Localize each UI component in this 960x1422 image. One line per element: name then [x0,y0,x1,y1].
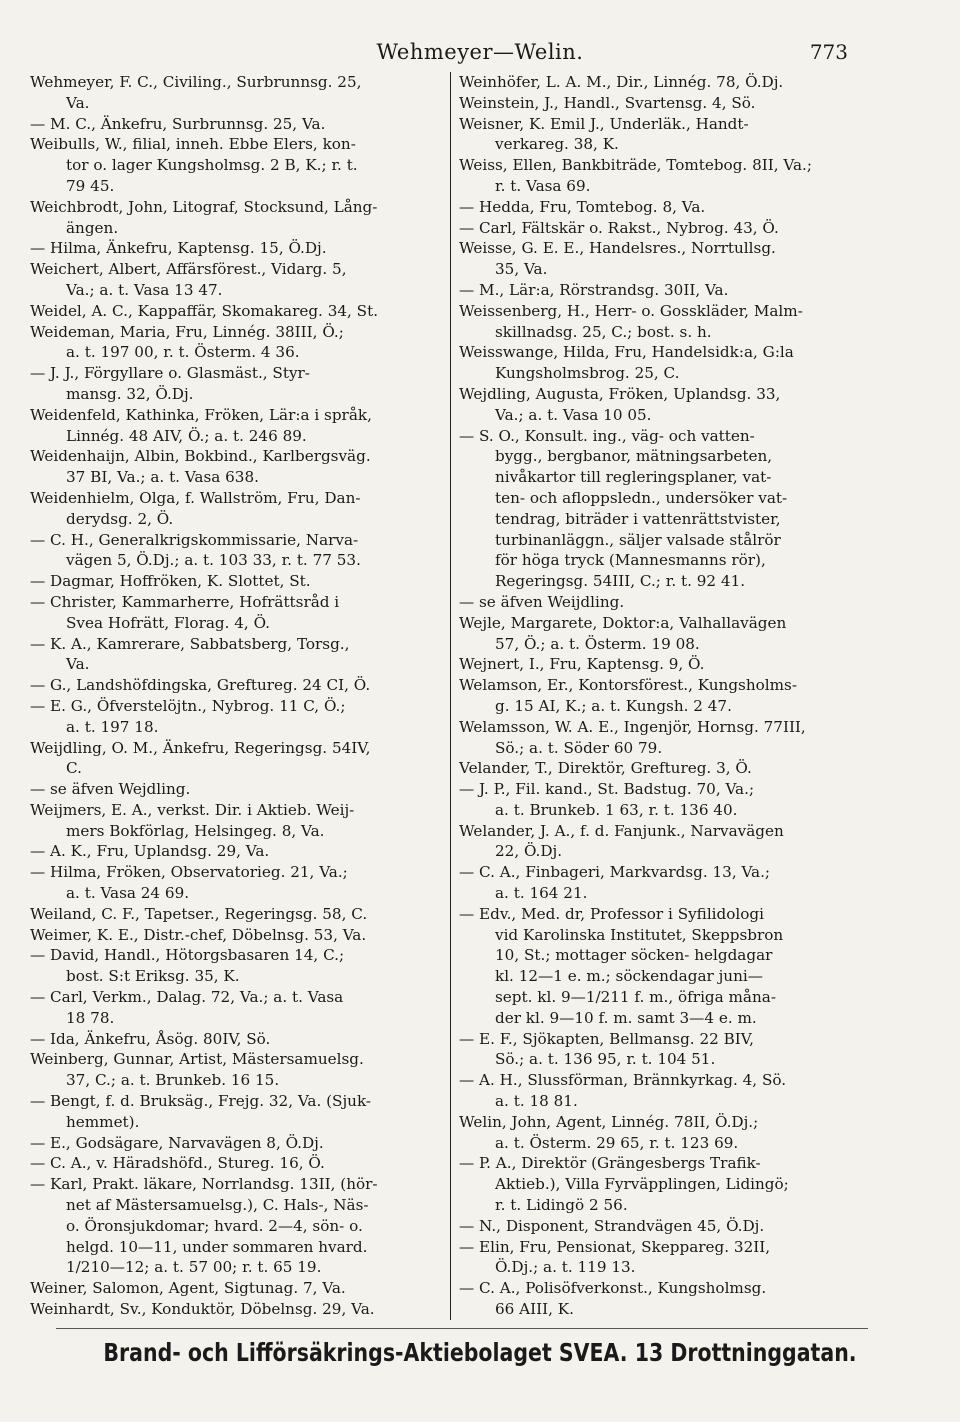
directory-entry-line: — Carl, Verkm., Dalag. 72, Va.; a. t. Vasa [30,988,344,1007]
directory-entry-line: — Hedda, Fru, Tomtebog. 8, Va. [459,197,706,216]
left-column [30,72,448,1320]
directory-entry-line: Weidenfeld, Kathinka, Fröken, Lär:a i språk, [30,405,372,424]
directory-entry-line: — Ida, Änkefru, Åsög. 80IV, Sö. [30,1029,271,1048]
directory-entry-line: 57, Ö.; a. t. Österm. 19 08. [495,634,700,653]
footer-advert: Brand- och Lifförsäkrings-Aktiebolaget SVEA. 13 Drottninggatan. [103,1338,857,1367]
directory-entry-line: vägen 5, Ö.Dj.; a. t. 103 33, r. t. 77 53. [66,551,361,570]
directory-entry-line: — se äfven Weijdling. [459,592,625,611]
directory-entry-line: Weisse, G. E. E., Handelsres., Norrtullsg. [459,239,776,258]
directory-entry-line: Svea Hofrätt, Florag. 4, Ö. [66,613,270,632]
directory-entry-line: — J. P., Fil. kand., St. Badstug. 70, Va.; [459,780,755,799]
directory-entry-line: — E., Godsägare, Narvavägen 8, Ö.Dj. [30,1133,324,1152]
page-number: 773 [809,40,848,64]
directory-entry-line: Wejdling, Augusta, Fröken, Uplandsg. 33, [459,384,781,403]
directory-entry-line: hemmet). [66,1112,140,1131]
directory-entry-line: Weidenhielm, Olga, f. Wallström, Fru, Dan- [30,488,361,507]
directory-entry-line: — se äfven Wejdling. [30,780,191,799]
directory-entry-line: Sö.; a. t. Söder 60 79. [495,738,663,757]
directory-entry-line: för höga tryck (Mannesmanns rör), [495,551,766,570]
directory-entry-line: Weidenhaijn, Albin, Bokbind., Karlbergsväg. [30,447,371,466]
directory-entry-line: Welamson, Er., Kontorsförest., Kungsholms- [459,676,797,695]
directory-entry-line: Weidel, A. C., Kappaffär, Skomakareg. 34, St. [30,301,379,320]
directory-entry-line: Va.; a. t. Vasa 10 05. [495,405,652,424]
directory-entry-line: Va.; a. t. Vasa 13 47. [66,280,223,299]
directory-entry-line: — Karl, Prakt. läkare, Norrlandsg. 13II, (hör- [30,1175,378,1194]
directory-entry-line: Weijdling, O. M., Änkefru, Regeringsg. 54IV, [30,738,371,757]
directory-entry-line: 35, Va. [495,260,548,279]
directory-entry-line: 79 45. [66,176,115,195]
directory-entry-line: Sö.; a. t. 136 95, r. t. 104 51. [495,1050,716,1069]
directory-entry-line: — N., Disponent, Strandvägen 45, Ö.Dj. [459,1216,765,1235]
directory-entry-line: vid Karolinska Institutet, Skeppsbron [495,925,784,944]
directory-entry-line: 10, St.; mottager söcken- helgdagar [495,946,773,965]
running-title: Wehmeyer—Welin. [376,40,584,64]
directory-entry-line: — G., Landshöfdingska, Greftureg. 24 CI, Ö. [30,676,371,695]
directory-entry-line: skillnadsg. 25, C.; bost. s. h. [495,322,712,341]
directory-entry-line: Kungsholmsbrog. 25, C. [495,364,680,383]
directory-entry-line: 22, Ö.Dj. [495,842,563,861]
directory-entry-line: o. Öronsjukdomar; hvard. 2—4, sön- o. [66,1216,363,1235]
directory-entry-line: a. t. 197 18. [66,717,159,736]
directory-entry-line: Weinstein, J., Handl., Svartensg. 4, Sö. [459,93,756,112]
directory-entry-line: — S. O., Konsult. ing., väg- och vatten- [459,426,755,445]
directory-entry-line: helgd. 10—11, under sommaren hvard. [66,1237,368,1256]
directory-entry-line: r. t. Vasa 69. [495,176,591,195]
directory-entry-line: Aktieb.), Villa Fyrväpplingen, Lidingö; [495,1175,789,1194]
directory-entry-line: — M., Lär:a, Rörstrandsg. 30II, Va. [459,280,729,299]
directory-entry-line: a. t. Vasa 24 69. [66,884,190,903]
directory-entry-line: — J. J., Förgyllare o. Glasmäst., Styr- [30,364,310,383]
directory-entry-line: g. 15 AI, K.; a. t. Kungsh. 2 47. [495,696,732,715]
directory-entry-line: Weimer, K. E., Distr.-chef, Döbelnsg. 53, Va. [30,925,367,944]
directory-entry-line: tendrag, biträder i vattenrättstvister, [495,509,781,528]
directory-entry-line: der kl. 9—10 f. m. samt 3—4 e. m. [495,1008,757,1027]
directory-entry-line: — A. H., Slussförman, Brännkyrkag. 4, Sö. [459,1071,787,1090]
directory-entry-line: a. t. 197 00, r. t. Österm. 4 36. [66,343,300,362]
directory-entry-line: derydsg. 2, Ö. [66,509,174,528]
directory-entry-line: Weinhardt, Sv., Konduktör, Döbelnsg. 29, Va. [30,1300,375,1319]
directory-entry-line: — Carl, Fältskär o. Rakst., Nybrog. 43, Ö. [459,218,779,237]
directory-entry-line: — C. A., Polisöfverkonst., Kungsholmsg. [459,1279,767,1298]
directory-entry-line: turbinanläggn., säljer valsade stålrör [495,530,781,549]
directory-entry-line: Weinberg, Gunnar, Artist, Mästersamuelsg. [30,1050,364,1069]
directory-entry-line: 66 AIII, K. [495,1300,574,1319]
directory-columns [30,72,890,1320]
directory-entry-line: Weissenberg, H., Herr- o. Gosskläder, Malm- [459,301,803,320]
directory-entry-line: — Christer, Kammarherre, Hofrättsråd i [30,592,340,611]
directory-entry-line: Wehmeyer, F. C., Civiling., Surbrunnsg. 25, [30,73,362,91]
footer-divider [56,1328,868,1329]
directory-entry-line: — C. H., Generalkrigskommissarie, Narva- [30,530,359,549]
directory-entry-line: Weichert, Albert, Affärsförest., Vidarg. 5, [30,260,347,279]
directory-entry-line: mers Bokförlag, Helsingeg. 8, Va. [66,821,325,840]
directory-entry-line: — David, Handl., Hötorgsbasaren 14, C.; [30,946,345,965]
directory-entry-line: nivåkartor till regleringsplaner, vat- [495,468,772,487]
directory-entry-line: ten- och afloppsledn., undersöker vat- [495,488,788,507]
directory-entry-line: — A. K., Fru, Uplandsg. 29, Va. [30,842,270,861]
directory-entry-line: — C. A., Finbageri, Markvardsg. 13, Va.; [459,863,771,882]
directory-entry-line: — Elin, Fru, Pensionat, Skeppareg. 32II, [459,1237,771,1256]
directory-entry-line: Weisner, K. Emil J., Underläk., Handt- [459,114,749,133]
directory-entry-line: Weinhöfer, L. A. M., Dir., Linnég. 78, Ö.Dj. [459,73,784,91]
directory-entry-line: — E. G., Öfverstelöjtn., Nybrog. 11 C, Ö.; [30,696,346,715]
directory-entry-line: Wejnert, I., Fru, Kaptensg. 9, Ö. [459,655,705,674]
directory-entry-line: bygg., bergbanor, mätningsarbeten, [495,447,773,466]
directory-entry-line: — Bengt, f. d. Bruksäg., Frejg. 32, Va. (Sjuk- [30,1092,372,1111]
directory-entry-line: Weichbrodt, John, Litograf, Stocksund, Lång- [30,197,378,216]
directory-entry-line: ängen. [66,218,119,237]
directory-entry-line: 37, C.; a. t. Brunkeb. 16 15. [66,1071,280,1090]
directory-entry-line: Welander, J. A., f. d. Fanjunk., Narvavägen [459,821,784,840]
directory-entry-line: bost. S:t Eriksg. 35, K. [66,967,240,986]
right-column [450,72,877,1320]
directory-entry-line: a. t. 18 81. [495,1092,578,1111]
directory-entry-line: a. t. 164 21. [495,884,588,903]
directory-entry-line: a. t. Brunkeb. 1 63, r. t. 136 40. [495,800,738,819]
directory-entry-line: r. t. Lidingö 2 56. [495,1196,628,1215]
directory-entry-line: Weiland, C. F., Tapetser., Regeringsg. 58, C. [30,904,368,923]
page-header [0,40,960,70]
directory-entry-line: — K. A., Kamrerare, Sabbatsberg, Torsg., [30,634,350,653]
directory-entry-line: mansg. 32, Ö.Dj. [66,384,194,403]
directory-entry-line: Regeringsg. 54III, C.; r. t. 92 41. [495,572,746,591]
directory-entry-line: kl. 12—1 e. m.; söckendagar juni— [495,967,763,986]
directory-entry-line: — Dagmar, Hoffröken, K. Slottet, St. [30,572,311,591]
directory-entry-line: net af Mästersamuelsg.), C. Hals-, Näs- [66,1196,369,1215]
directory-entry-line: verkareg. 38, K. [495,135,619,154]
directory-entry-line: Welin, John, Agent, Linnég. 78II, Ö.Dj.; [459,1112,759,1131]
directory-entry-line: tor o. lager Kungsholmsg. 2 B, K.; r. t. [66,156,358,175]
directory-entry-line: Weisswange, Hilda, Fru, Handelsidk:a, G:la [459,343,794,362]
directory-entry-line: Welamsson, W. A. E., Ingenjör, Hornsg. 77III, [459,717,806,736]
directory-entry-line: Va. [66,93,90,112]
directory-entry-line: Wejle, Margarete, Doktor:a, Valhallavägen [459,613,787,632]
directory-entry-line: Ö.Dj.; a. t. 119 13. [495,1258,636,1277]
directory-entry-line: — Hilma, Fröken, Observatorieg. 21, Va.; [30,863,348,882]
directory-entry-line: — C. A., v. Häradshöfd., Stureg. 16, Ö. [30,1154,325,1173]
directory-entry-line: Weideman, Maria, Fru, Linnég. 38III, Ö.; [30,322,344,341]
directory-entry-line: C. [66,759,82,778]
directory-entry-line: Weiner, Salomon, Agent, Sigtunag. 7, Va. [30,1279,346,1298]
directory-entry-line: Velander, T., Direktör, Greftureg. 3, Ö. [459,759,752,778]
directory-entry-line: Weibulls, W., filial, inneh. Ebbe Elers, kon- [30,135,356,154]
directory-entry-line: — P. A., Direktör (Grängesbergs Trafik- [459,1154,761,1173]
directory-entry-line: Weiss, Ellen, Bankbiträde, Tomtebog. 8II, Va.; [459,156,812,175]
directory-entry-line: Va. [66,655,90,674]
directory-entry-line: 18 78. [66,1008,115,1027]
directory-entry-line: — M. C., Änkefru, Surbrunnsg. 25, Va. [30,114,326,133]
directory-entry-line: a. t. Österm. 29 65, r. t. 123 69. [495,1133,739,1152]
directory-entry-line: sept. kl. 9—1/211 f. m., öfriga måna- [495,988,776,1007]
directory-entry-line: — E. F., Sjökapten, Bellmansg. 22 BIV, [459,1029,754,1048]
directory-entry-line: Weijmers, E. A., verkst. Dir. i Aktieb. Weij- [30,800,355,819]
directory-entry-line: Linnég. 48 AIV, Ö.; a. t. 246 89. [66,426,307,445]
directory-entry-line: — Edv., Med. dr, Professor i Syfilidologi [459,904,764,923]
directory-entry-line: 37 BI, Va.; a. t. Vasa 638. [66,468,259,487]
directory-entry-line: — Hilma, Änkefru, Kaptensg. 15, Ö.Dj. [30,239,327,258]
directory-entry-line: 1/210—12; a. t. 57 00; r. t. 65 19. [66,1258,322,1277]
